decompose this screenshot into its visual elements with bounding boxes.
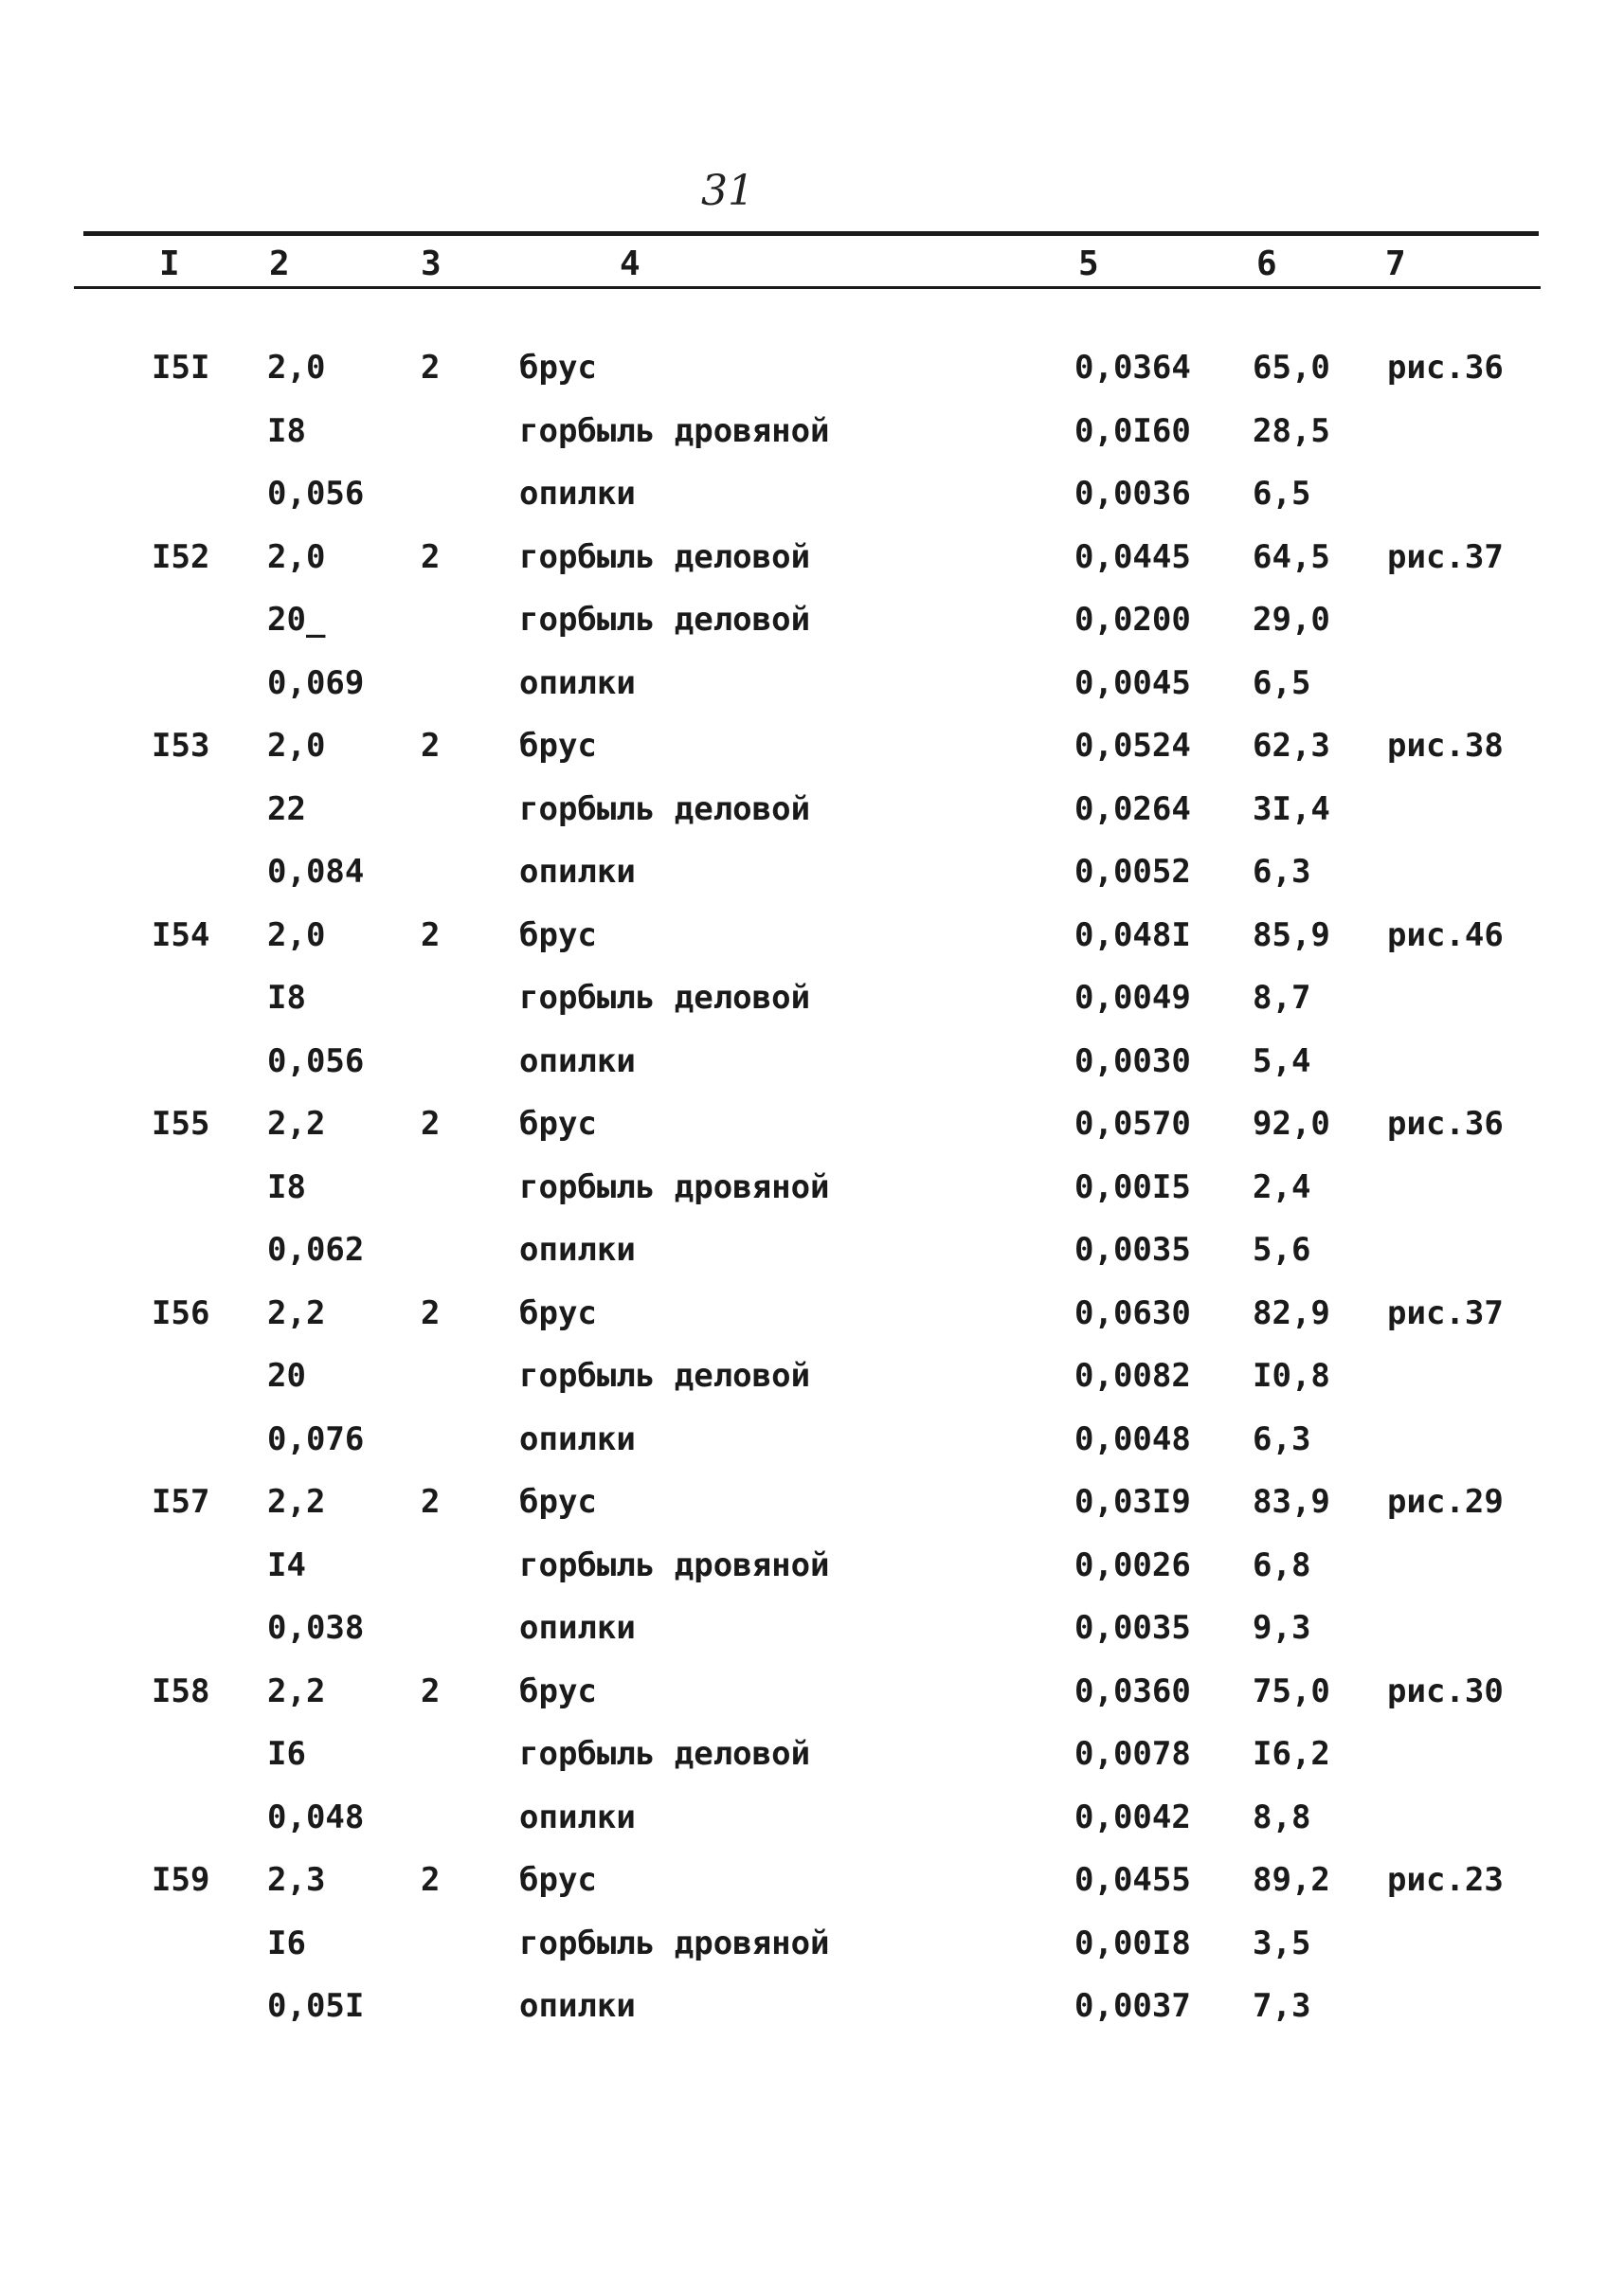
- table-row: [0, 533, 1624, 596]
- cell-product: горбыль дровяной: [519, 1167, 830, 1206]
- cell-count: 2: [421, 915, 441, 954]
- cell-volume: 0,00I8: [1074, 1924, 1191, 1962]
- cell-percent: 64,5: [1253, 537, 1330, 576]
- cell-thickness: 2,0: [267, 349, 326, 387]
- table-top-rule: [83, 231, 1539, 236]
- cell-item-number: I58: [152, 1672, 210, 1710]
- cell-figure-ref: рис.36: [1387, 349, 1504, 387]
- cell-product: горбыль деловой: [519, 537, 811, 576]
- cell-product: опилки: [519, 1041, 636, 1080]
- cell-volume: 0,0630: [1074, 1293, 1191, 1332]
- table-row: [0, 1289, 1624, 1352]
- cell-volume: 0,0042: [1074, 1798, 1191, 1836]
- cell-volume: 0,0078: [1074, 1735, 1191, 1773]
- cell-thickness: I4: [267, 1545, 306, 1584]
- column-header-1: I: [159, 244, 180, 283]
- cell-product: брус: [519, 1293, 597, 1332]
- table-header-rule: [74, 286, 1541, 289]
- table-row: [0, 1793, 1624, 1856]
- cell-volume: 0,0524: [1074, 727, 1191, 765]
- cell-product: горбыль деловой: [519, 789, 811, 828]
- cell-product: брус: [519, 1483, 597, 1521]
- table-row: [0, 785, 1624, 848]
- cell-thickness: 0,056: [267, 1041, 365, 1080]
- cell-volume: 0,0035: [1074, 1609, 1191, 1647]
- cell-product: брус: [519, 1861, 597, 1899]
- cell-volume: 0,0048: [1074, 1419, 1191, 1458]
- page-number: 31: [701, 167, 754, 215]
- table-row: [0, 1351, 1624, 1415]
- cell-volume: 0,0455: [1074, 1861, 1191, 1899]
- table-row: [0, 721, 1624, 785]
- cell-volume: 0,0445: [1074, 537, 1191, 576]
- cell-percent: 83,9: [1253, 1483, 1330, 1521]
- table-row: [0, 1541, 1624, 1604]
- cell-count: 2: [421, 537, 441, 576]
- cell-volume: 0,0026: [1074, 1545, 1191, 1584]
- cell-volume: 0,0045: [1074, 663, 1191, 702]
- cell-product: горбыль деловой: [519, 1357, 811, 1395]
- cell-volume: 0,0200: [1074, 601, 1191, 639]
- cell-percent: 5,6: [1253, 1231, 1311, 1269]
- cell-thickness: I6: [267, 1924, 306, 1962]
- table-row: [0, 1603, 1624, 1667]
- table-header: [0, 243, 1624, 286]
- cell-volume: 0,0036: [1074, 475, 1191, 513]
- cell-thickness: I8: [267, 979, 306, 1017]
- table-row: [0, 659, 1624, 722]
- cell-product: брус: [519, 1672, 597, 1710]
- cell-product: опилки: [519, 1987, 636, 2025]
- table-row: [0, 847, 1624, 911]
- table-body: [0, 343, 1624, 2045]
- cell-thickness: 2,3: [267, 1861, 326, 1899]
- cell-thickness: 0,084: [267, 853, 365, 891]
- cell-percent: I6,2: [1253, 1735, 1330, 1773]
- table-row: [0, 1855, 1624, 1919]
- cell-thickness: I8: [267, 1167, 306, 1206]
- cell-figure-ref: рис.23: [1387, 1861, 1504, 1899]
- cell-volume: 0,0037: [1074, 1987, 1191, 2025]
- cell-product: горбыль деловой: [519, 979, 811, 1017]
- cell-thickness: I8: [267, 411, 306, 450]
- cell-thickness: 0,062: [267, 1231, 365, 1269]
- cell-product: горбыль дровяной: [519, 1924, 830, 1962]
- cell-percent: 2,4: [1253, 1167, 1311, 1206]
- cell-percent: 8,8: [1253, 1798, 1311, 1836]
- cell-product: горбыль дровяной: [519, 411, 830, 450]
- column-header-3: 3: [421, 244, 442, 283]
- cell-volume: 0,0035: [1074, 1231, 1191, 1269]
- cell-percent: 9,3: [1253, 1609, 1311, 1647]
- column-header-5: 5: [1078, 244, 1099, 283]
- cell-item-number: I59: [152, 1861, 210, 1899]
- cell-figure-ref: рис.46: [1387, 915, 1504, 954]
- cell-thickness: 0,069: [267, 663, 365, 702]
- cell-percent: 6,5: [1253, 663, 1311, 702]
- cell-figure-ref: рис.29: [1387, 1483, 1504, 1521]
- table-row: [0, 1225, 1624, 1289]
- cell-count: 2: [421, 1672, 441, 1710]
- table-row: [0, 343, 1624, 407]
- cell-percent: 6,3: [1253, 853, 1311, 891]
- table-row: [0, 1163, 1624, 1226]
- cell-thickness: 0,056: [267, 475, 365, 513]
- cell-count: 2: [421, 1293, 441, 1332]
- cell-volume: 0,048I: [1074, 915, 1191, 954]
- cell-product: брус: [519, 915, 597, 954]
- cell-percent: 75,0: [1253, 1672, 1330, 1710]
- table-row: [0, 1919, 1624, 1982]
- cell-figure-ref: рис.36: [1387, 1105, 1504, 1143]
- table-row: [0, 1037, 1624, 1100]
- cell-product: горбыль деловой: [519, 601, 811, 639]
- cell-count: 2: [421, 1105, 441, 1143]
- cell-count: 2: [421, 349, 441, 387]
- cell-volume: 0,0052: [1074, 853, 1191, 891]
- cell-percent: 6,8: [1253, 1545, 1311, 1584]
- cell-volume: 0,0364: [1074, 349, 1191, 387]
- table-row: [0, 1415, 1624, 1478]
- cell-item-number: I57: [152, 1483, 210, 1521]
- cell-figure-ref: рис.37: [1387, 537, 1504, 576]
- cell-thickness: 0,05I: [267, 1987, 365, 2025]
- cell-percent: 3I,4: [1253, 789, 1330, 828]
- cell-volume: 0,03I9: [1074, 1483, 1191, 1521]
- cell-thickness: 2,0: [267, 537, 326, 576]
- cell-volume: 0,0I60: [1074, 411, 1191, 450]
- cell-volume: 0,0049: [1074, 979, 1191, 1017]
- cell-product: опилки: [519, 1419, 636, 1458]
- table-row: [0, 1667, 1624, 1730]
- cell-thickness: 2,0: [267, 727, 326, 765]
- cell-volume: 0,0570: [1074, 1105, 1191, 1143]
- cell-product: горбыль деловой: [519, 1735, 811, 1773]
- cell-product: опилки: [519, 1798, 636, 1836]
- table-row: [0, 1729, 1624, 1793]
- cell-percent: 5,4: [1253, 1041, 1311, 1080]
- table-row: [0, 469, 1624, 533]
- cell-product: опилки: [519, 475, 636, 513]
- cell-item-number: I52: [152, 537, 210, 576]
- column-header-2: 2: [269, 244, 290, 283]
- cell-thickness: 22: [267, 789, 306, 828]
- cell-percent: 8,7: [1253, 979, 1311, 1017]
- table-row: [0, 1981, 1624, 2045]
- cell-volume: 0,0030: [1074, 1041, 1191, 1080]
- cell-count: 2: [421, 1861, 441, 1899]
- cell-product: брус: [519, 349, 597, 387]
- cell-thickness: 0,076: [267, 1419, 365, 1458]
- cell-thickness: 2,0: [267, 915, 326, 954]
- cell-item-number: I55: [152, 1105, 210, 1143]
- cell-percent: 92,0: [1253, 1105, 1330, 1143]
- column-header-7: 7: [1385, 244, 1406, 283]
- cell-percent: 7,3: [1253, 1987, 1311, 2025]
- cell-percent: 82,9: [1253, 1293, 1330, 1332]
- cell-percent: 89,2: [1253, 1861, 1330, 1899]
- cell-item-number: I54: [152, 915, 210, 954]
- cell-item-number: I53: [152, 727, 210, 765]
- column-header-4: 4: [620, 244, 641, 283]
- cell-percent: 85,9: [1253, 915, 1330, 954]
- cell-thickness: 2,2: [267, 1483, 326, 1521]
- cell-percent: 3,5: [1253, 1924, 1311, 1962]
- cell-thickness: 2,2: [267, 1105, 326, 1143]
- cell-product: опилки: [519, 1609, 636, 1647]
- cell-product: брус: [519, 1105, 597, 1143]
- cell-item-number: I5I: [152, 349, 210, 387]
- cell-percent: 65,0: [1253, 349, 1330, 387]
- cell-volume: 0,00I5: [1074, 1167, 1191, 1206]
- table-row: [0, 595, 1624, 659]
- cell-product: горбыль дровяной: [519, 1545, 830, 1584]
- cell-item-number: I56: [152, 1293, 210, 1332]
- cell-thickness: 0,038: [267, 1609, 365, 1647]
- cell-percent: 62,3: [1253, 727, 1330, 765]
- cell-volume: 0,0360: [1074, 1672, 1191, 1710]
- cell-thickness: I6: [267, 1735, 306, 1773]
- table-row: [0, 407, 1624, 470]
- cell-thickness: 2,2: [267, 1672, 326, 1710]
- cell-figure-ref: рис.38: [1387, 727, 1504, 765]
- cell-product: брус: [519, 727, 597, 765]
- cell-figure-ref: рис.30: [1387, 1672, 1504, 1710]
- cell-percent: 28,5: [1253, 411, 1330, 450]
- cell-thickness: 2,2: [267, 1293, 326, 1332]
- cell-percent: 6,5: [1253, 475, 1311, 513]
- table-row: [0, 1477, 1624, 1541]
- cell-percent: 6,3: [1253, 1419, 1311, 1458]
- cell-figure-ref: рис.37: [1387, 1293, 1504, 1332]
- table-row: [0, 1099, 1624, 1163]
- column-header-6: 6: [1256, 244, 1277, 283]
- cell-product: опилки: [519, 1231, 636, 1269]
- cell-volume: 0,0082: [1074, 1357, 1191, 1395]
- cell-thickness: 20: [267, 1357, 306, 1395]
- cell-product: опилки: [519, 663, 636, 702]
- cell-volume: 0,0264: [1074, 789, 1191, 828]
- cell-thickness: 20_: [267, 601, 326, 639]
- cell-thickness: 0,048: [267, 1798, 365, 1836]
- cell-product: опилки: [519, 853, 636, 891]
- cell-count: 2: [421, 1483, 441, 1521]
- cell-percent: I0,8: [1253, 1357, 1330, 1395]
- cell-count: 2: [421, 727, 441, 765]
- table-row: [0, 911, 1624, 974]
- table-row: [0, 973, 1624, 1037]
- cell-percent: 29,0: [1253, 601, 1330, 639]
